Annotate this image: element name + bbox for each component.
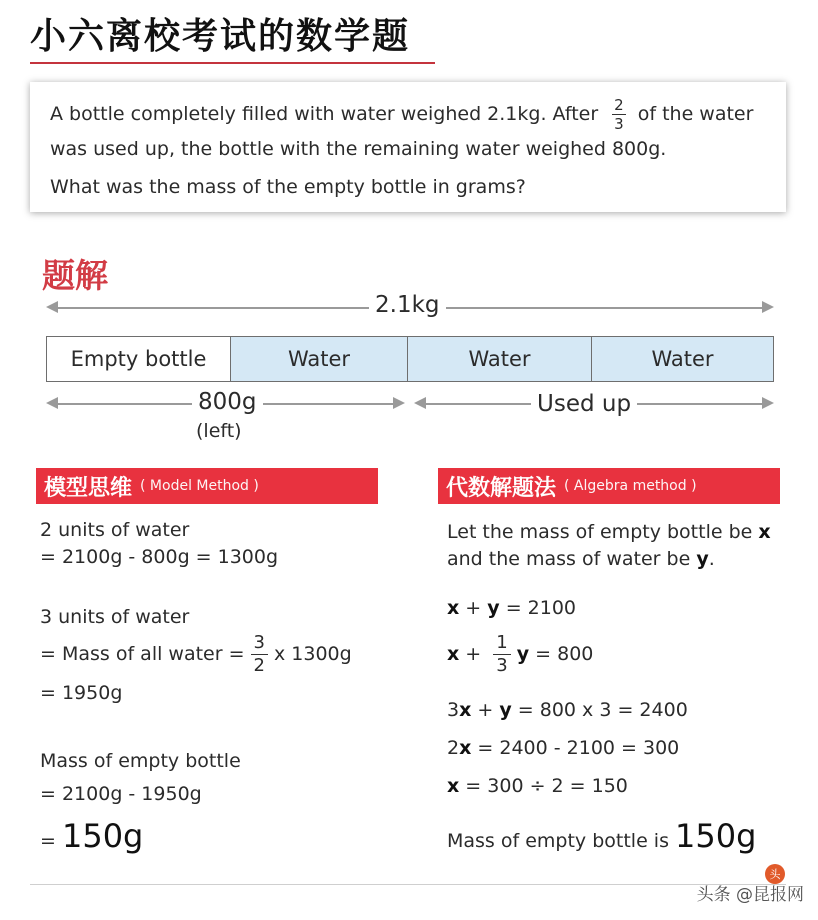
arrow-right-icon — [393, 397, 405, 409]
period: . — [708, 548, 715, 570]
footer-divider — [30, 884, 786, 885]
fraction-numerator: 1 — [493, 632, 510, 655]
equation-2 — [447, 632, 593, 677]
equation-5-rest: = 300 ÷ 2 = 150 — [459, 775, 628, 797]
problem-line-3: What was the mass of the empty bottle in grams? — [50, 176, 526, 198]
fraction-three-halves — [251, 632, 268, 677]
equation-4 — [447, 737, 679, 759]
arrow-right-icon — [762, 397, 774, 409]
solution-title: 题解 — [42, 256, 108, 295]
total-label: 2.1kg — [369, 292, 446, 318]
model-line-4-text: = Mass of all water = — [40, 643, 245, 665]
model-line-4-multiplier: x 1300g — [273, 643, 352, 665]
arrow-right-icon — [762, 301, 774, 313]
problem-card — [30, 82, 786, 212]
page-title: 小六离校考试的数学题 — [30, 16, 411, 57]
problem-text-1b: of the water — [637, 103, 754, 125]
algebra-answer-text: Mass of empty bottle is — [447, 830, 669, 852]
fraction-numerator: 3 — [251, 632, 268, 655]
variable-x: x — [447, 597, 460, 619]
variable-y: y — [499, 699, 512, 721]
variable-y: y — [516, 643, 530, 665]
algebra-method-title: 代数解题法 — [446, 475, 557, 501]
coefficient: 3 — [447, 699, 460, 721]
model-answer-value: 150g — [61, 817, 144, 855]
plus-sign: + — [459, 597, 488, 619]
model-method-subtitle: ( Model Method ) — [140, 478, 259, 494]
algebra-answer-value: 150g — [675, 817, 757, 855]
model-line-7: = 2100g - 1950g — [40, 783, 202, 805]
problem-line-1 — [50, 96, 753, 133]
fraction-numerator: 2 — [614, 96, 624, 114]
segment-empty-bottle: Empty bottle — [47, 337, 231, 381]
variable-y: y — [696, 548, 709, 570]
segment-water: Water — [231, 337, 408, 381]
plus-sign: + — [471, 699, 500, 721]
model-line-3: 3 units of water — [40, 606, 190, 628]
algebra-line-2-text: and the mass of water be — [447, 548, 691, 570]
segment-water: Water — [408, 337, 592, 381]
watermark-badge-icon: 头 — [765, 864, 785, 884]
title-underline — [30, 62, 435, 64]
algebra-line-1-text: Let the mass of empty bottle be — [447, 521, 753, 543]
algebra-answer — [447, 817, 756, 855]
model-line-2: = 2100g - 800g = 1300g — [40, 546, 279, 568]
model-line-5: = 1950g — [40, 682, 123, 704]
model-answer — [40, 817, 143, 855]
equation-4-rest: = 2400 - 2100 = 300 — [471, 737, 680, 759]
segment-water: Water — [592, 337, 773, 381]
model-method-header — [36, 468, 378, 504]
algebra-method-subtitle: ( Algebra method ) — [564, 478, 697, 494]
watermark: 头条 @昆报网 — [696, 885, 804, 905]
problem-line-2: was used up, the bottle with the remaining water weighed 800g. — [50, 138, 667, 160]
problem-text-1a: A bottle completely filled with water weighed 2.1kg. After — [50, 103, 599, 125]
fraction-one-third — [493, 632, 510, 677]
bar-model — [46, 336, 774, 382]
variable-x: x — [459, 699, 472, 721]
fraction-denominator: 3 — [614, 115, 624, 133]
variable-x: x — [447, 775, 460, 797]
equation-5 — [447, 775, 628, 797]
fraction-two-thirds — [612, 96, 626, 133]
variable-x: x — [758, 521, 771, 543]
model-method-title: 模型思维 — [44, 475, 133, 501]
equation-1-rest: = 2100 — [499, 597, 577, 619]
equation-1 — [447, 597, 576, 619]
equation-3 — [447, 699, 688, 721]
used-up-label: Used up — [531, 391, 637, 417]
variable-x: x — [459, 737, 472, 759]
model-answer-equals: = — [40, 830, 56, 852]
model-line-1: 2 units of water — [40, 519, 190, 541]
left-label: 800g — [192, 389, 263, 415]
algebra-method-header — [438, 468, 780, 504]
model-line-4 — [40, 632, 352, 677]
variable-y: y — [487, 597, 500, 619]
algebra-line-2 — [447, 548, 715, 570]
coefficient: 2 — [447, 737, 460, 759]
model-line-6: Mass of empty bottle — [40, 750, 241, 772]
fraction-denominator: 2 — [253, 655, 265, 676]
equation-3-rest: = 800 x 3 = 2400 — [511, 699, 688, 721]
variable-x: x — [447, 643, 460, 665]
plus-sign: + — [459, 643, 488, 665]
algebra-line-1 — [447, 521, 771, 543]
equation-2-rest: = 800 — [529, 643, 594, 665]
left-sublabel: (left) — [192, 420, 246, 442]
fraction-denominator: 3 — [496, 655, 508, 676]
